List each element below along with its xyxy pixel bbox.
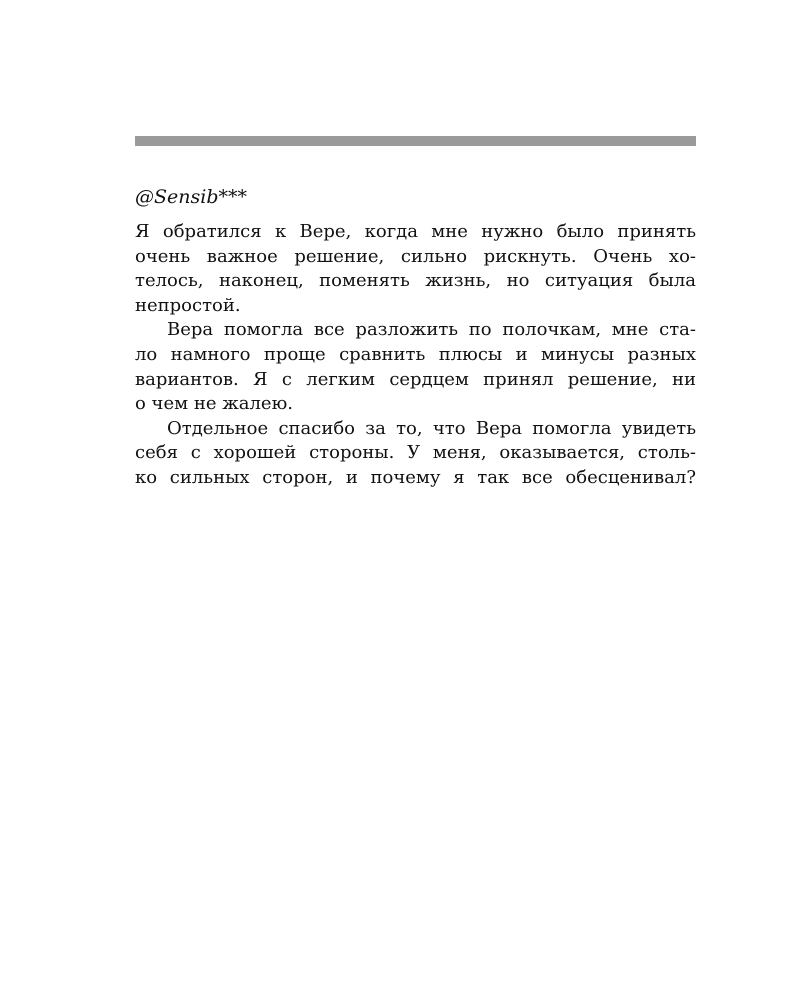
review-author: @Sensib*** bbox=[135, 186, 247, 208]
review-text bbox=[135, 220, 696, 491]
text-line: телось, наконец, поменять жизнь, но ситуация была bbox=[135, 270, 696, 292]
header-rule bbox=[135, 136, 696, 146]
text-line: непростой. bbox=[135, 294, 241, 316]
paragraph-2 bbox=[135, 318, 696, 416]
text-line: ко сильных сторон, и почему я так все обесценивал? bbox=[135, 466, 696, 488]
book-page bbox=[135, 0, 696, 1000]
text-line: себя с хорошей стороны. У меня, оказывается, столь- bbox=[135, 442, 696, 464]
text-line: ло намного проще сравнить плюсы и минусы разных bbox=[135, 343, 696, 365]
paragraph-1 bbox=[135, 220, 696, 318]
paragraph-3 bbox=[135, 417, 696, 491]
text-line: Я обратился к Вере, когда мне нужно было принять bbox=[135, 221, 696, 242]
text-line: Отдельное спасибо за то, что Вера помогла увидеть bbox=[167, 417, 696, 439]
text-line: о чем не жалею. bbox=[135, 393, 293, 415]
text-line: вариантов. Я с легким сердцем принял решение, ни bbox=[135, 368, 696, 390]
text-line: Вера помогла все разложить по полочкам, мне ста- bbox=[167, 319, 696, 341]
text-line: очень важное решение, сильно рискнуть. Очень хо- bbox=[135, 245, 696, 267]
